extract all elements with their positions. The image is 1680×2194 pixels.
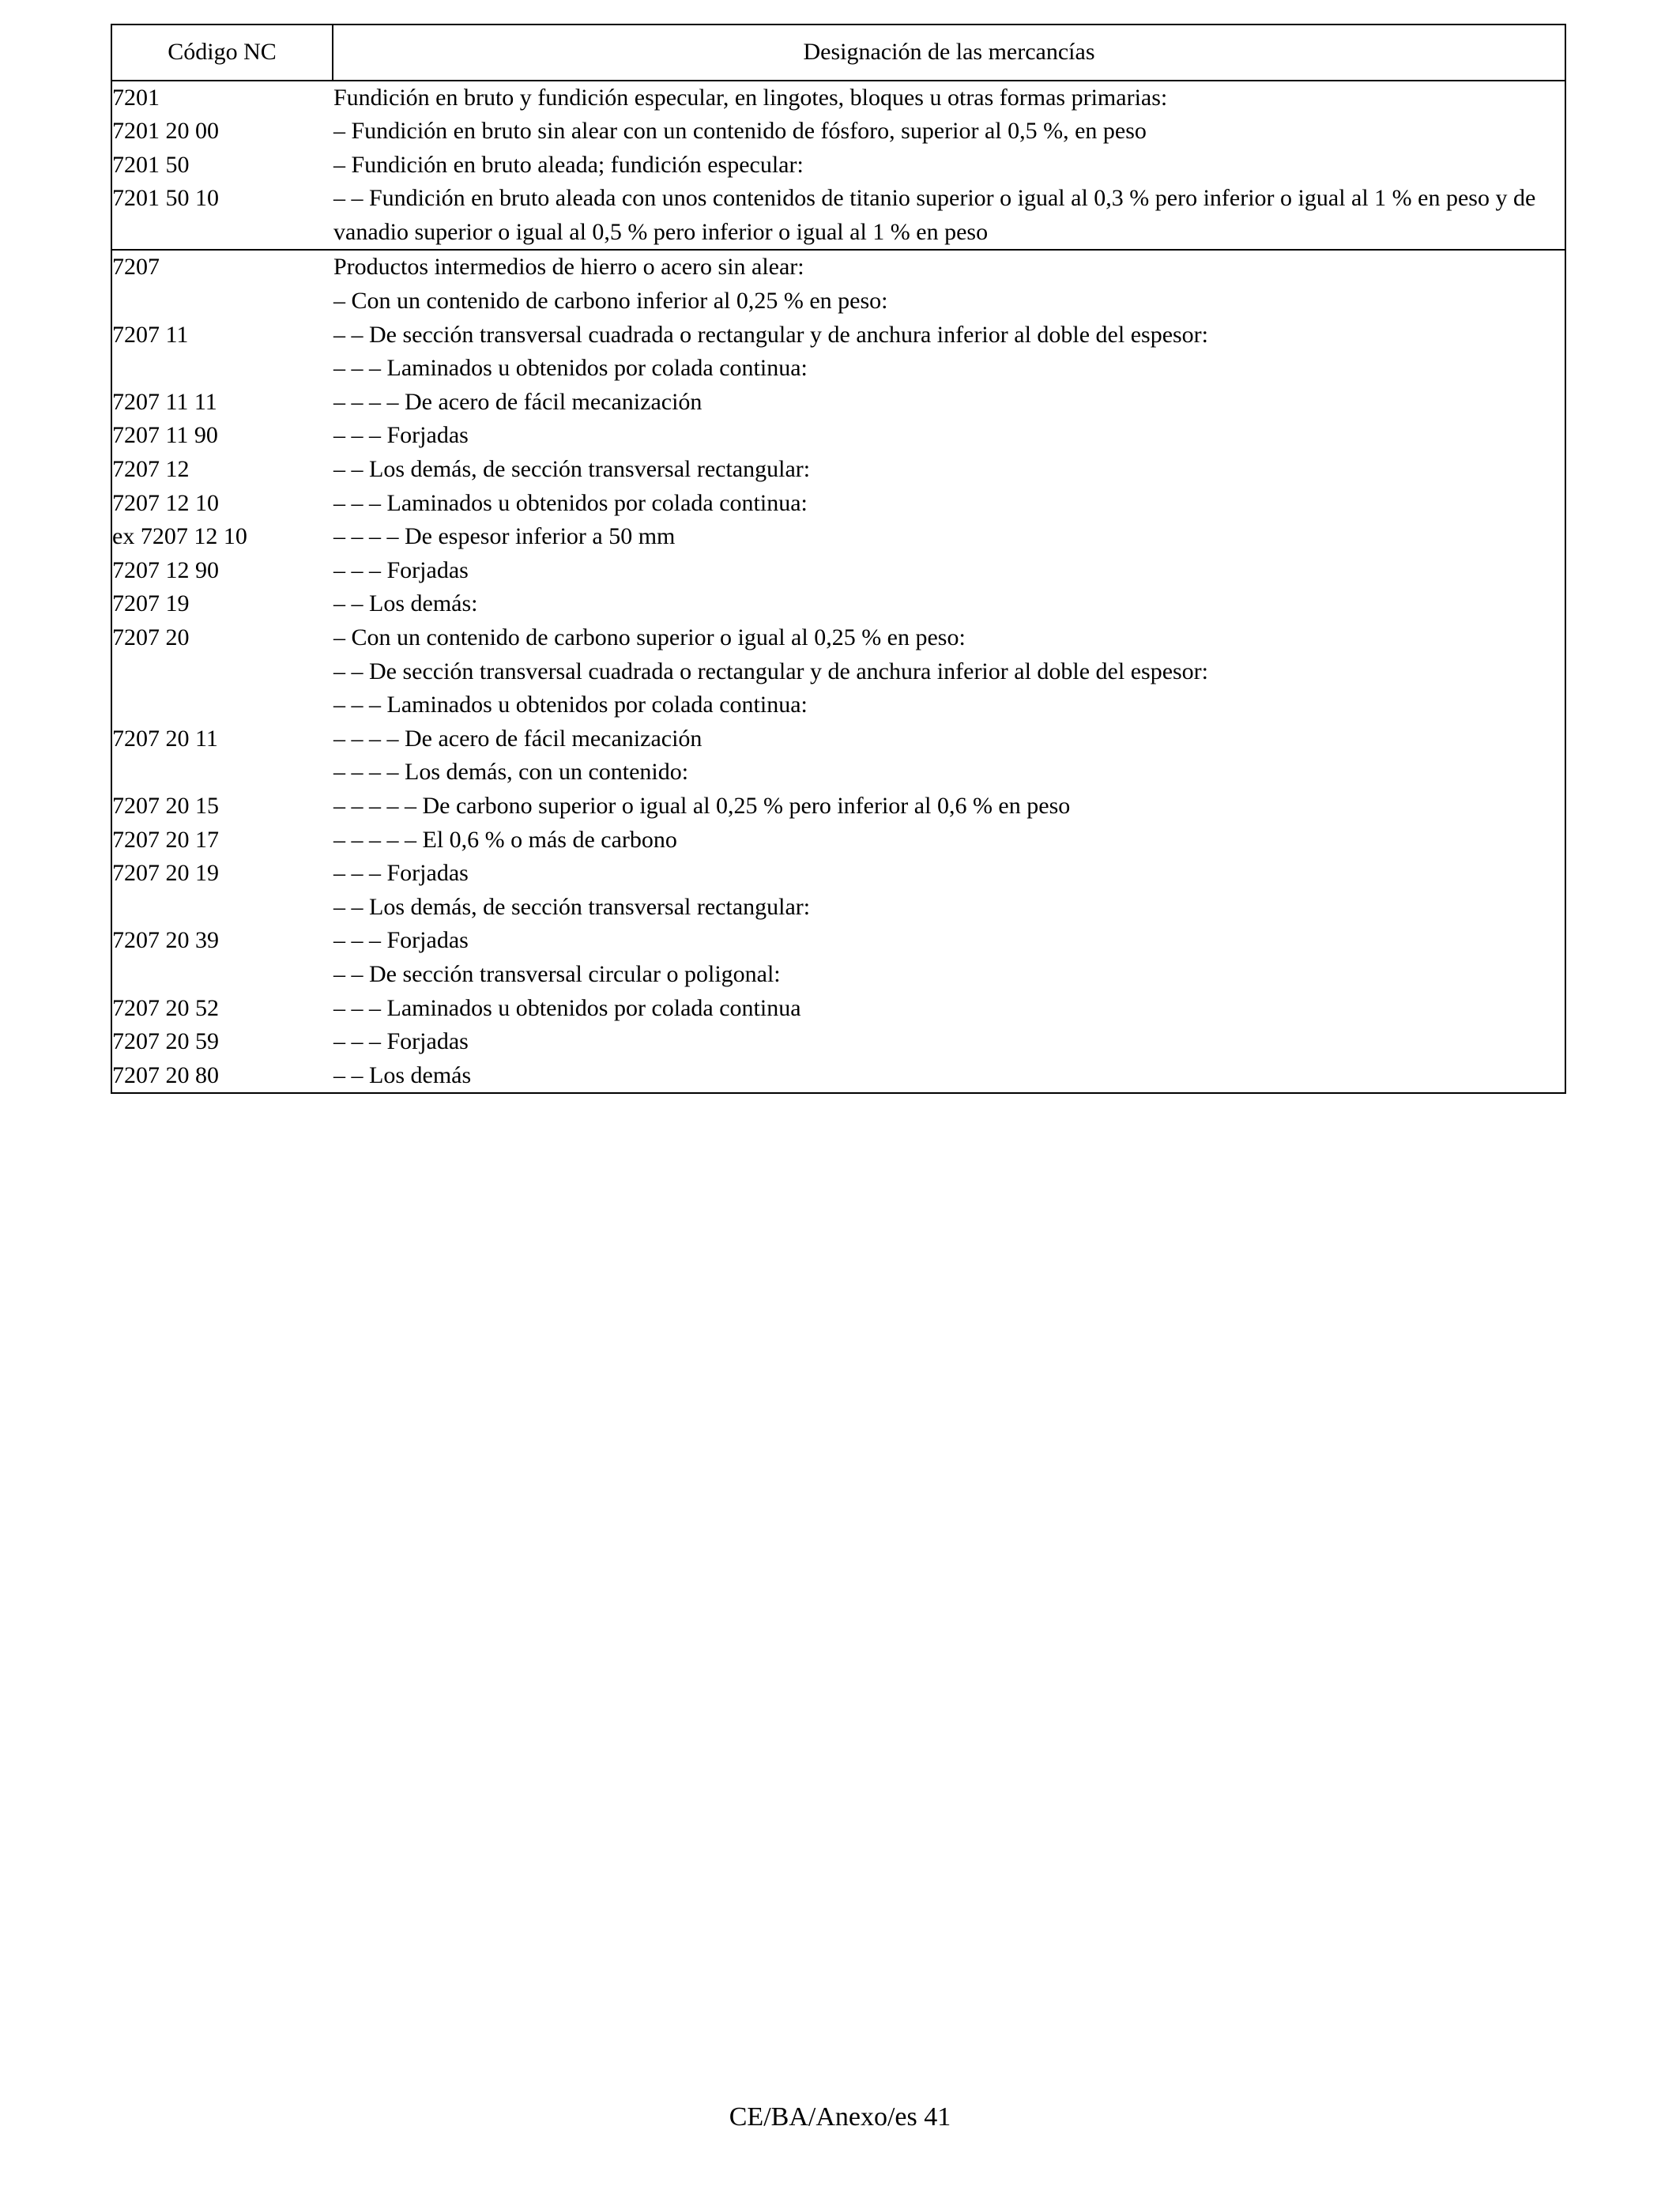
cell-description: – – De sección transversal cuadrada o rectangular y de anchura inferior al doble del espesor: [333,321,1209,348]
table-row [112,655,1566,689]
cell-description: – – – – De acero de fácil mecanización [333,725,703,752]
table-row [112,958,1566,992]
cell-code: 7207 12 [112,456,190,483]
cell-description: – – Los demás, de sección transversal rectangular: [333,893,811,920]
cell-code: 7207 [112,254,160,281]
cell-description: – – – – – El 0,6 % o más de carbono [333,826,677,853]
cell-code: 7201 50 [112,151,190,178]
cell-description: – – – – Los demás, con un contenido: [333,759,689,786]
table-row [112,419,1566,453]
cell-code: 7201 20 00 [112,118,219,145]
table-row [112,453,1566,487]
cell-description: – Fundición en bruto sin alear con un contenido de fósforo, superior al 0,5 %, en peso [333,118,1147,145]
cell-code: 7207 20 59 [112,1028,219,1055]
cell-description: – – Fundición en bruto aleada con unos contenidos de titanio superior o igual al 0,3 % pero inferior o igual al 1 % en peso y de vanadio superior o igual al 0,5 % pero inferior o igual al 1 % en peso [333,185,1536,245]
cell-code: 7207 20 80 [112,1061,219,1088]
table-row [112,790,1566,824]
cell-code [112,958,333,992]
table-row [112,352,1566,386]
cell-code: 7207 11 90 [112,422,218,449]
table-row [112,115,1566,149]
cell-description: – – – – – De carbono superior o igual al 0,25 % pero inferior al 0,6 % en peso [333,792,1071,819]
table-header-row [111,25,1565,81]
table-row [112,857,1566,891]
cell-code: 7201 [112,84,160,111]
cell-code [112,285,333,319]
cell-code: 7207 20 52 [112,994,219,1021]
cell-code: 7207 12 10 [112,489,219,516]
cell-description: – – – Forjadas [333,927,469,954]
table-row [112,386,1566,420]
cell-code [112,688,333,722]
table-row [112,722,1566,756]
tariff-table [111,24,1566,1094]
table-row [112,149,1566,183]
cell-code [112,352,333,386]
cell-code: 7207 19 [112,590,190,617]
cell-description: – Fundición en bruto aleada; fundición especular: [333,151,804,178]
cell-description: – – Los demás: [333,590,478,617]
cell-description: – Con un contenido de carbono superior o igual al 0,25 % en peso: [333,624,966,650]
table-row [112,554,1566,588]
cell-description: – – – Laminados u obtenidos por colada continua: [333,355,808,382]
cell-description: Fundición en bruto y fundición especular, en lingotes, bloques u otras formas primarias: [333,84,1168,111]
table-row [112,756,1566,790]
table-row [112,587,1566,621]
table-row [112,924,1566,958]
table-row [112,520,1566,554]
table-row [112,487,1566,521]
cell-code: 7207 20 39 [112,927,219,954]
cell-code [112,655,333,689]
table-row [112,621,1566,655]
table-row [112,285,1566,319]
table-group-cell [111,81,1565,251]
table-row [112,992,1566,1026]
cell-description: – Con un contenido de carbono inferior al 0,25 % en peso: [333,288,888,315]
cell-code: 7207 11 [112,321,189,348]
column-header-description: Designación de las mercancías [333,25,1565,81]
cell-description: – – – – De acero de fácil mecanización [333,388,703,415]
cell-description: – – Los demás [333,1061,472,1088]
table-group [111,81,1565,251]
page-footer: CE/BA/Anexo/es 41 [729,2102,951,2132]
cell-description: – – De sección transversal circular o poligonal: [333,960,781,987]
cell-code: 7201 50 10 [112,185,219,212]
table-row [112,688,1566,722]
cell-code [112,756,333,790]
cell-code: 7207 20 11 [112,725,218,752]
cell-code [112,891,333,925]
cell-description: – – – Forjadas [333,860,469,887]
table-group [111,250,1565,1093]
cell-description: – – – Forjadas [333,422,469,449]
cell-code: 7207 20 [112,624,190,650]
cell-description: Productos intermedios de hierro o acero sin alear: [333,254,804,281]
table-row [112,824,1566,858]
table-row [112,319,1566,352]
table-row [112,1025,1566,1059]
cell-description: – – Los demás, de sección transversal rectangular: [333,456,811,483]
cell-code: 7207 20 15 [112,792,219,819]
cell-code: ex 7207 12 10 [112,523,247,550]
cell-description: – – – Laminados u obtenidos por colada continua [333,994,801,1021]
table-row [112,251,1566,285]
cell-code: 7207 20 17 [112,826,219,853]
cell-description: – – – Forjadas [333,556,469,583]
table-row [112,182,1566,249]
table-body [111,81,1565,1094]
table-row [112,81,1566,115]
cell-description: – – – Forjadas [333,1028,469,1055]
table-row [112,891,1566,925]
cell-description: – – De sección transversal cuadrada o rectangular y de anchura inferior al doble del espesor: [333,658,1209,684]
cell-description: – – – Laminados u obtenidos por colada continua: [333,489,808,516]
cell-code: 7207 20 19 [112,860,219,887]
cell-code: 7207 11 11 [112,388,217,415]
cell-code: 7207 12 90 [112,556,219,583]
table-group-cell [111,250,1565,1093]
column-header-code: Código NC [111,25,333,81]
table-row [112,1059,1566,1093]
cell-description: – – – – De espesor inferior a 50 mm [333,523,676,550]
cell-description: – – – Laminados u obtenidos por colada continua: [333,692,808,718]
